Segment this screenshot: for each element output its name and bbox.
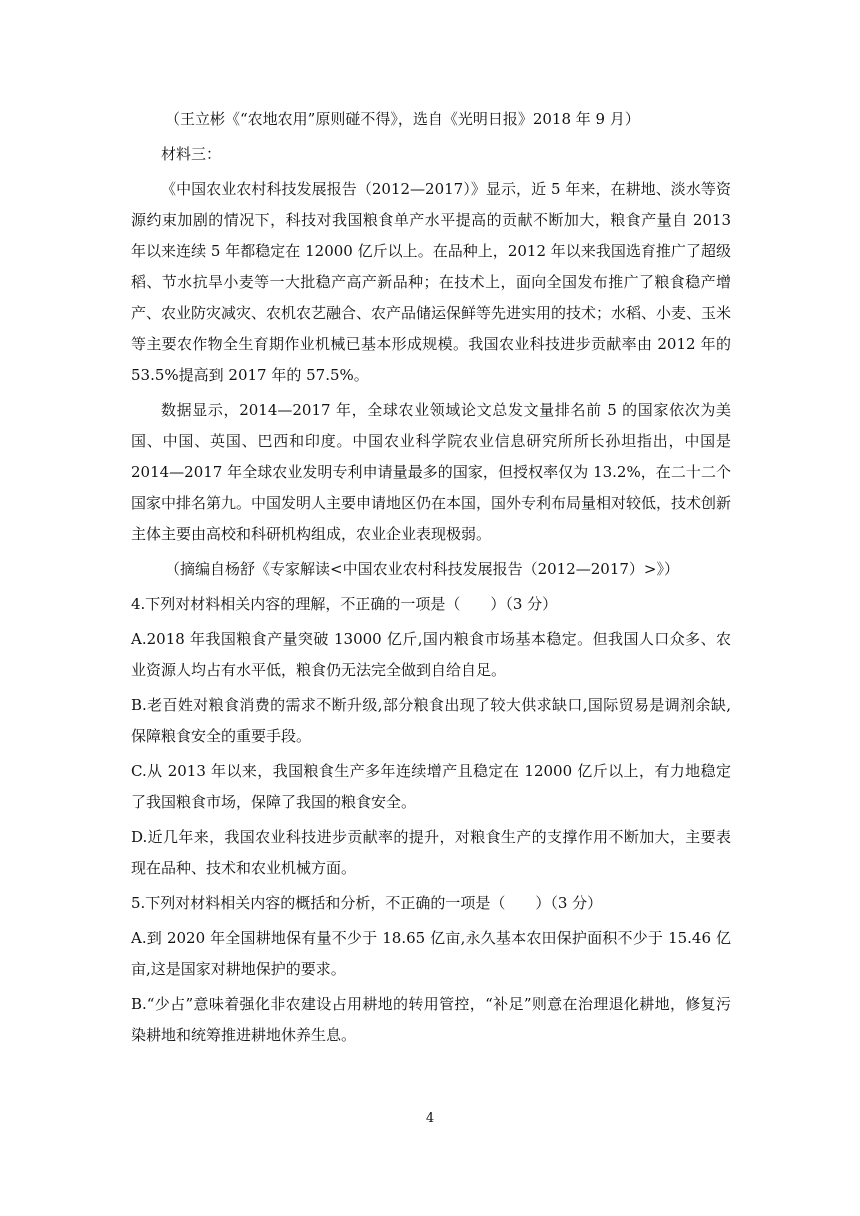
source-citation-1: （王立彬《“农地农用”原则碰不得》，选自《光明日报》2018 年 9 月） (165, 110, 640, 128)
question-5-stem: 5.下列对材料相关内容的概括和分析，不正确的一项是（ ）（3 分） (131, 894, 603, 912)
material-3-heading: 材料三： (161, 145, 222, 163)
material-3-paragraph-1: 《中国农业农村科技发展报告（2012—2017）》显示，近 5 年来，在耕地、淡水等资源约束加剧的情况下，科技对我国粮食单产水平提高的贡献不断加大，粮食产量自 2013 年以来连续 5 年都稳定在 12000 亿斤以上。在品种上，2012 年以来我国选育推广了超级稻、节水抗旱小麦等一大批稳产高产新品种；在技术上，面向全国发布推广了粮食稳产增产、农业防灾减灾、农机农艺融合、农产品储运保鲜等先进实用的技术；水稻、小麦、玉米等主要农作物全生育期作业机械已基本形成规模。我国农业科技进步贡献率由 2012 年的 53.5%提高到 2017 年的 57.5%。 (131, 180, 732, 384)
question-5 (131, 888, 731, 1051)
question-5-option-a: A.到 2020 年全国耕地保有量不少于 18.65 亿亩,永久基本农田保护面积不少于 15.46 亿亩,这是国家对耕地保护的要求。 (131, 929, 731, 978)
document-body (131, 104, 731, 1055)
material-3-paragraph-2: 数据显示，2014—2017 年，全球农业领域论文总发文量排名前 5 的国家依次为美国、中国、英国、巴西和印度。中国农业科学院农业信息研究所所长孙坦指出，中国是 2014—2017 年全球农业发明专利申请量最多的国家，但授权率仅为 13.2%，在二十二个国家中排名第九。中国发明人主要申请地区仍在本国，国外专利布局量相对较低，技术创新主体主要由高校和科研机构组成，农业企业表现极弱。 (131, 401, 732, 543)
question-4-option-d: D.近几年来，我国农业科技进步贡献率的提升，对粮食生产的支撑作用不断加大，主要表现在品种、技术和农业机械方面。 (131, 828, 731, 877)
question-4-option-a: A.2018 年我国粮食产量突破 13000 亿斤,国内粮食市场基本稳定。但我国人口众多、农业资源人均占有水平低，粮食仍无法完全做到自给自足。 (131, 630, 731, 679)
question-4-option-c: C.从 2013 年以来，我国粮食生产多年连续增产且稳定在 12000 亿斤以上，有力地稳定了我国粮食市场，保障了我国的粮食安全。 (131, 762, 731, 811)
question-4-option-b: B.老百姓对粮食消费的需求不断升级,部分粮食出现了较大供求缺口,国际贸易是调剂余缺,保障粮食安全的重要手段。 (131, 696, 731, 745)
page-number: 4 (425, 1111, 435, 1126)
question-4-stem: 4.下列对材料相关内容的理解，不正确的一项是（ ）（3 分） (131, 595, 558, 613)
source-citation-2: （摘编自杨舒《专家解读<中国农业农村科技发展报告（2012—2017）>》） (165, 560, 679, 578)
question-4 (131, 589, 731, 884)
question-5-option-b: B.“少占”意味着强化非农建设占用耕地的转用管控，“补足”则意在治理退化耕地，修复污染耕地和统筹推进耕地休养生息。 (131, 995, 731, 1044)
